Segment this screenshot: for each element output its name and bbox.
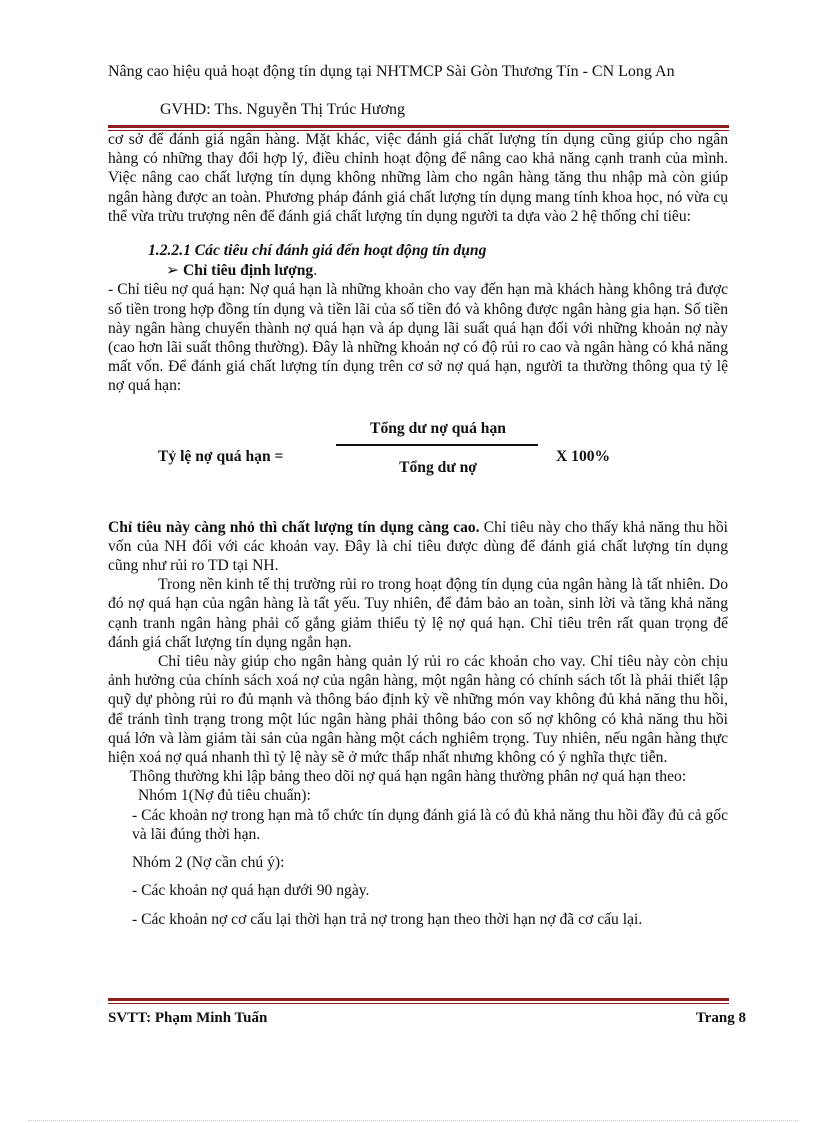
overdue-ratio-formula — [108, 412, 728, 504]
lower-better-rest: Chỉ tiêu này cho thấy khả năng thu hồi vốn của NH đối với các khoản vay. Đây là chỉ tiêu được dùng để đánh giá chất lượng tín dụng cũng như rủi ro TD tại NH. — [108, 518, 728, 575]
formula-lhs: Tỷ lệ nợ quá hạn = — [158, 447, 284, 465]
arrow-bullet-icon: ➢ — [166, 262, 180, 280]
fraction-bar — [336, 444, 538, 446]
formula-numerator: Tổng dư nợ quá hạn — [370, 419, 506, 437]
formula-multiplier: X 100% — [556, 447, 611, 465]
group-1-label: Nhóm 1(Nợ đủ tiêu chuẩn): — [138, 787, 311, 805]
bullet-dot: . — [313, 262, 318, 280]
header-title: Nâng cao hiệu quả hoạt động tín dụng tại NHTMCP Sài Gòn Thương Tín - CN Long An — [108, 63, 675, 80]
formula-denominator: Tổng dư nợ — [399, 458, 477, 476]
paragraph-overdue: - Chỉ tiêu nợ quá hạn: Nợ quá hạn là những khoản cho vay đến hạn mà khách hàng không trả được số tiền trong hợp đồng tín dụng và tiền lãi của số tiền đó và không được ngân hàng gia hạn. Số tiền này ngân hàng chuyển thành nợ quá hạn và áp dụng lãi suất quá hạn đối với những khoản nợ này (cao hơn lãi suất thông thường). Đây là những khoản nợ có độ rủi ro cao và ngân hàng có khả năng mất vốn. Để đánh giá chất lượng tín dụng trên cơ sở nợ quá hạn, người ta thường thông qua tỷ lệ nợ quá hạn: — [108, 281, 728, 395]
section-heading: 1.2.2.1 Các tiêu chí đánh giá đến hoạt động tín dụng — [148, 242, 487, 260]
group-2-label: Nhóm 2 (Nợ cần chú ý): — [132, 854, 285, 872]
paragraph-risk: Trong nền kinh tế thị trường rủi ro trong hoạt động tín dụng của ngân hàng là tất nhiên. Do đó nợ quá hạn của ngân hàng là tất yếu. Tuy nhiên, để đảm bảo an toàn, sinh lời và tăng khả năng cạnh tranh ngân hàng phải cố gắng giảm thiểu tỷ lệ nợ quá hạn. Chỉ tiêu trên rất quan trọng để đánh giá chất lượng tín dụng ngắn hạn. — [108, 576, 728, 651]
page-body — [108, 130, 728, 929]
paragraph-usually: Thông thường khi lập bảng theo dõi nợ quá hạn ngân hàng thường phân nợ quá hạn theo: — [130, 768, 687, 786]
paragraph-lower-better — [108, 518, 728, 576]
paragraph-manage: Chỉ tiêu này giúp cho ngân hàng quản lý rủi ro các khoản cho vay. Chỉ tiêu này còn chịu ảnh hưởng của chính sách xoá nợ của ngân hàng, một ngân hàng có chính sách tốt là phải thiết lập quỹ dự phòng rủi ro đủ mạnh và thông báo định kỳ về những món vay không đủ khả năng thu hồi, để tránh tình trạng trong một lúc ngân hàng phải thông báo con số nợ không có khả năng thu hồi quá lớn và làm giảm tài sản của ngân hàng một cách nghiêm trọng. Tuy nhiên, nếu ngân hàng thực hiện xoá nợ quá nhanh thì tỷ lệ này sẽ ở mức thấp nhất nhưng không có ý nghĩa thực tiễn. — [108, 653, 728, 767]
group-1-item: - Các khoản nợ trong hạn mà tổ chức tín dụng đánh giá là có đủ khả năng thu hồi đầy đủ cả gốc và lãi đúng thời hạn. — [132, 806, 728, 843]
paragraph-intro: cơ sở để đánh giá ngân hàng. Mặt khác, việc đánh giá chất lượng tín dụng cũng giúp cho ngân hàng có những thay đổi hợp lý, điều chỉnh hoạt động để nâng cao khả năng cạnh tranh của mình. Việc nâng cao chất lượng tín dụng không những làm cho ngân hàng tăng thu nhập mà còn giúp ngân hàng được an toàn. Phương pháp đánh giá chất lượng tín dụng mang tính khoa học, nó vừa cụ thể vừa trừu trượng nên để đánh giá chất lượng tín dụng người ta dựa vào 2 hệ thống chỉ tiêu: — [108, 131, 728, 225]
page-edge-dotted-line — [28, 1120, 798, 1121]
header-advisor: GVHD: Ths. Nguyễn Thị Trúc Hương — [160, 101, 405, 118]
lower-better-lead: Chỉ tiêu này càng nhỏ thì chất lượng tín dụng càng cao. — [108, 518, 480, 536]
group-2-item-1: - Các khoản nợ quá hạn dưới 90 ngày. — [132, 882, 370, 900]
footer-rule — [108, 998, 729, 1004]
bullet-quantitative — [166, 261, 728, 280]
footer-student: SVTT: Phạm Minh Tuấn — [108, 1010, 268, 1026]
bullet-label: Chỉ tiêu định lượng — [182, 262, 314, 280]
footer-page-number: Trang 8 — [695, 1010, 746, 1026]
group-2-item-2: - Các khoản nợ cơ cấu lại thời hạn trả nợ trong hạn theo thời hạn nợ đã cơ cấu lại. — [132, 910, 643, 928]
